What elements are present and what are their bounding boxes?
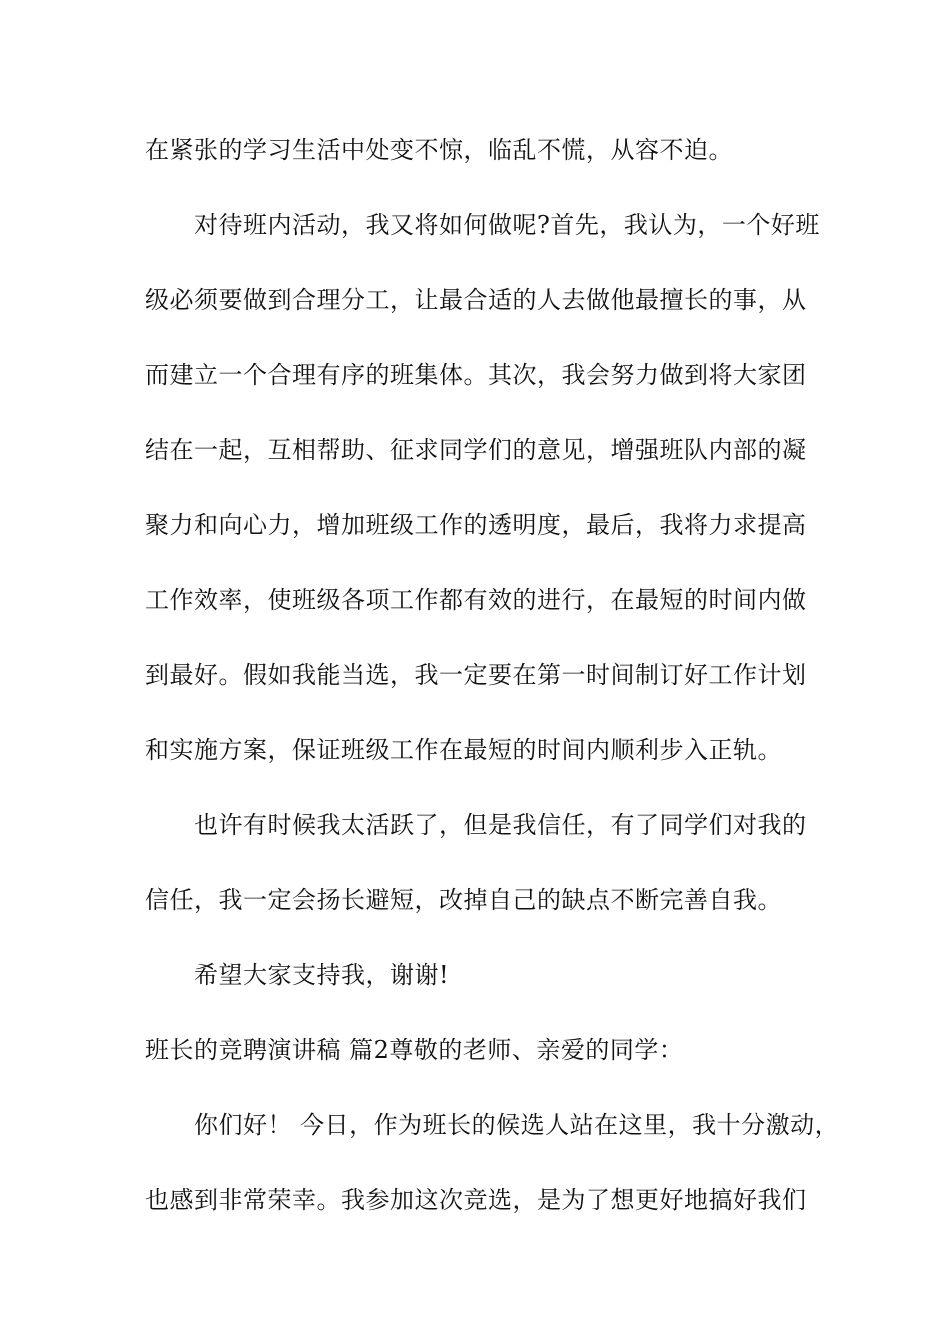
text-line: 而建立一个合理有序的班集体。其次，我会努力做到将大家团 bbox=[145, 361, 807, 389]
text-line: 工作效率，使班级各项工作都有效的进行，在最短的时间内做 bbox=[145, 586, 807, 614]
text-line: 结在一起，互相帮助、征求同学们的意见，增强班队内部的凝 bbox=[145, 436, 807, 464]
section-heading: 班长的竞聘演讲稿 篇2尊敬的老师、亲爱的同学： bbox=[145, 1036, 684, 1064]
text-line: 和实施方案，保证班级工作在最短的时间内顺利步入正轨。 bbox=[145, 736, 782, 764]
text-line: 希望大家支持我，谢谢! bbox=[145, 961, 450, 989]
text-line: 对待班内活动，我又将如何做呢?首先，我认为，一个好班 bbox=[145, 211, 820, 239]
text-line: 在紧张的学习生活中处变不惊，临乱不慌，从容不迫。 bbox=[145, 136, 733, 164]
text-line: 信任，我一定会扬长避短，改掉自己的缺点不断完善自我。 bbox=[145, 886, 782, 914]
text-line: 你们好！ 今日，作为班长的候选人站在这里，我十分激动， bbox=[145, 1111, 840, 1139]
text-line: 聚力和向心力，增加班级工作的透明度，最后，我将力求提高 bbox=[145, 511, 807, 539]
text-line: 到最好。假如我能当选，我一定要在第一时间制订好工作计划 bbox=[145, 661, 807, 689]
text-line: 也许有时候我太活跃了，但是我信任，有了同学们对我的 bbox=[145, 811, 807, 839]
text-line: 也感到非常荣幸。我参加这次竞选，是为了想更好地搞好我们 bbox=[145, 1186, 807, 1214]
text-line: 级必须要做到合理分工，让最合适的人去做他最擅长的事，从 bbox=[145, 286, 807, 314]
